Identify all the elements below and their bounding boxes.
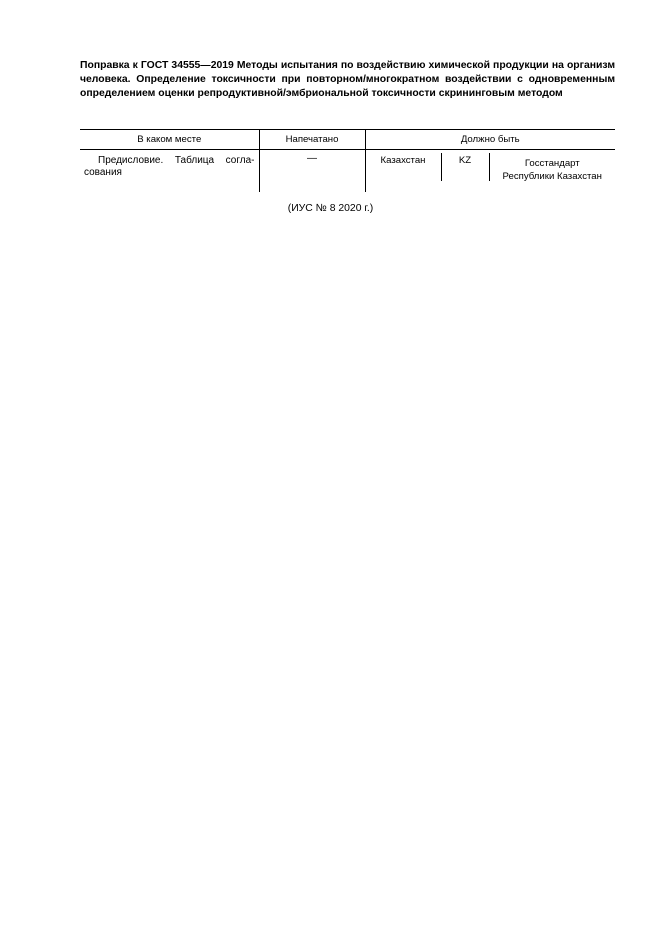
cell-printed: — [259,150,365,193]
should-be-grid [366,153,616,183]
cell-country-code: KZ [442,153,490,181]
table-row [80,150,615,193]
header-should-be: Должно быть [365,130,615,150]
cell-country: Казахстан [366,153,442,181]
correction-title: Поправка к ГОСТ 34555—2019 Методы испытания по воздействию химической продукции на организм человека. Определение токсичности при повторном/многократном воздействии с одновременным определением оценки репродуктивной/эмбриональной токсичности скрининговым методом [80,60,615,99]
cell-where: Предисловие. Таблица согла-сования [84,155,255,178]
standards-body-line1: Госстандарт [524,158,580,169]
header-printed: Напечатано [259,130,365,150]
correction-table [80,129,615,192]
cell-standards-body [490,153,616,183]
table-header-row [80,130,615,150]
cell-should-be [365,150,615,193]
standards-body-line2: Республики Казахстан [502,171,602,182]
header-where: В каком месте [80,130,259,150]
ius-reference: (ИУС № 8 2020 г.) [287,203,374,214]
